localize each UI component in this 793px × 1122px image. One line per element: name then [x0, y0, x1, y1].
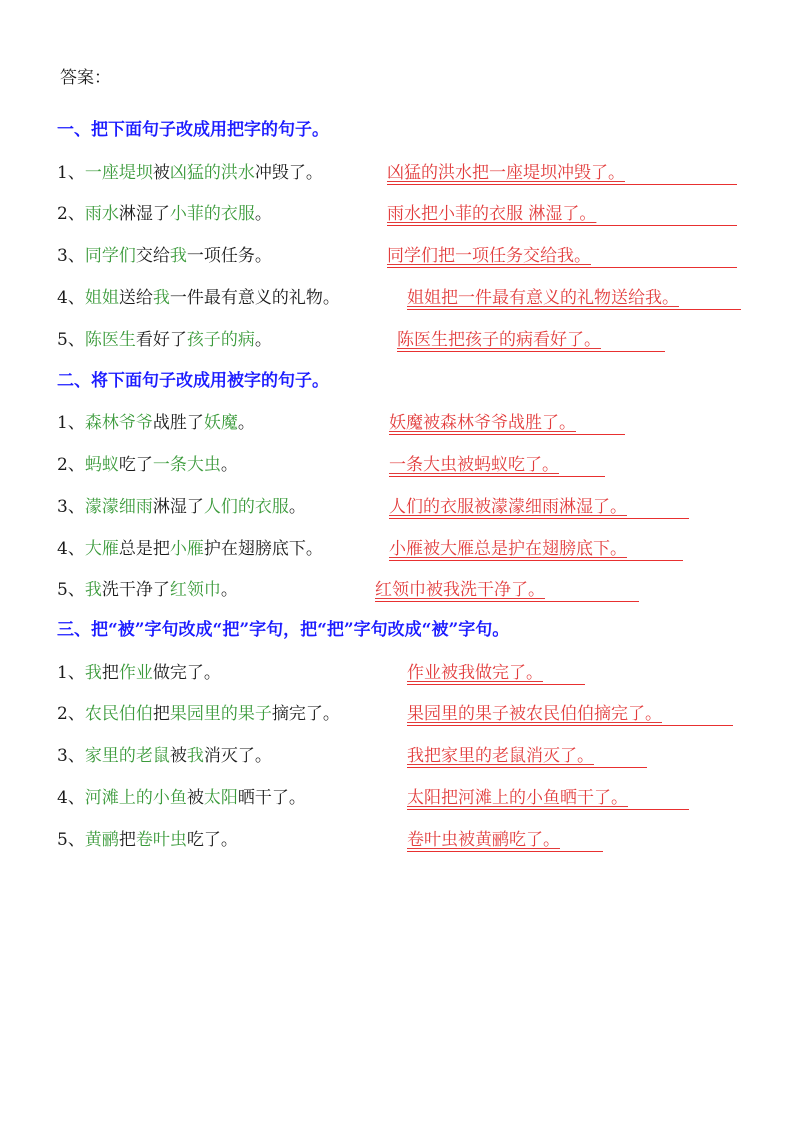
question-number: 2、 — [57, 204, 85, 224]
answer-text: 陈医生把孩子的病看好了。 — [397, 330, 601, 350]
highlighted-phrase: 红领巾 — [169, 580, 221, 600]
plain-phrase: 。 — [254, 204, 272, 224]
question-sentence — [57, 327, 272, 353]
exercise-row — [57, 785, 747, 811]
answer-blank — [389, 494, 689, 519]
exercise-row — [57, 285, 747, 311]
plain-phrase: 淋湿了 — [152, 497, 204, 517]
question-sentence — [57, 452, 238, 478]
answer-text: 雨水把小菲的衣服 淋湿了。 — [387, 204, 597, 224]
plain-phrase: 淋湿了 — [118, 204, 170, 224]
highlighted-phrase: 家里的老鼠 — [84, 746, 170, 766]
question-number: 4、 — [57, 288, 85, 308]
section-heading: 二、将下面句子改成用被字的句子。 — [57, 371, 329, 391]
question-number: 3、 — [57, 497, 85, 517]
question-sentence — [57, 494, 306, 520]
highlighted-phrase: 孩子的病 — [186, 330, 255, 350]
plain-phrase: 。 — [237, 413, 255, 433]
question-number: 5、 — [57, 580, 85, 600]
plain-phrase: 把 — [152, 704, 170, 724]
answer-blank — [407, 701, 733, 726]
question-sentence — [57, 243, 272, 269]
plain-phrase: 消灭了。 — [203, 746, 272, 766]
question-sentence — [57, 410, 255, 436]
plain-phrase: 被 — [169, 746, 187, 766]
plain-phrase: 一项任务。 — [186, 246, 272, 266]
question-number: 3、 — [57, 746, 85, 766]
plain-phrase: 晒干了。 — [237, 788, 306, 808]
answer-text: 太阳把河滩上的小鱼晒干了。 — [407, 788, 628, 808]
question-sentence — [57, 660, 221, 686]
exercise-row — [57, 243, 747, 269]
plain-phrase: 把 — [101, 663, 119, 683]
answer-blank — [389, 410, 625, 435]
answer-text: 小雁被大雁总是护在翅膀底下。 — [389, 539, 627, 559]
highlighted-phrase: 同学们 — [84, 246, 136, 266]
answer-text: 果园里的果子被农民伯伯摘完了。 — [407, 704, 662, 724]
exercise-row — [57, 743, 747, 769]
highlighted-phrase: 我 — [169, 246, 187, 266]
question-number: 1、 — [57, 413, 85, 433]
highlighted-phrase: 陈医生 — [84, 330, 136, 350]
highlighted-phrase: 妖魔 — [203, 413, 238, 433]
answer-blank — [375, 577, 639, 602]
exercise-row — [57, 577, 747, 603]
plain-phrase: 。 — [254, 330, 272, 350]
question-sentence — [57, 743, 272, 769]
exercise-row — [57, 327, 747, 353]
answer-text: 凶猛的洪水把一座堤坝冲毁了。 — [387, 163, 625, 183]
highlighted-phrase: 大雁 — [84, 539, 119, 559]
highlighted-phrase: 我 — [152, 288, 170, 308]
answer-text: 同学们把一项任务交给我。 — [387, 246, 591, 266]
answer-blank — [387, 243, 737, 268]
question-sentence — [57, 536, 323, 562]
plain-phrase: 冲毁了。 — [254, 163, 323, 183]
answer-blank — [387, 201, 737, 226]
highlighted-phrase: 黄鹂 — [84, 830, 119, 850]
plain-phrase: 。 — [220, 580, 238, 600]
section-heading: 一、把下面句子改成用把字的句子。 — [57, 120, 329, 140]
question-sentence — [57, 160, 323, 186]
plain-phrase: 交给 — [135, 246, 170, 266]
highlighted-phrase: 小雁 — [169, 539, 204, 559]
answer-text: 姐姐把一件最有意义的礼物送给我。 — [407, 288, 679, 308]
answer-text: 作业被我做完了。 — [407, 663, 543, 683]
plain-phrase: 洗干净了 — [101, 580, 170, 600]
answer-text: 妖魔被森林爷爷战胜了。 — [389, 413, 576, 433]
answer-blank — [397, 327, 665, 352]
plain-phrase: 吃了。 — [186, 830, 238, 850]
answer-blank — [407, 660, 585, 685]
highlighted-phrase: 一条大虫 — [152, 455, 221, 475]
question-number: 5、 — [57, 330, 85, 350]
plain-phrase: 看好了 — [135, 330, 187, 350]
highlighted-phrase: 人们的衣服 — [203, 497, 289, 517]
answer-text: 红领巾被我洗干净了。 — [375, 580, 545, 600]
plain-phrase: 被 — [152, 163, 170, 183]
highlighted-phrase: 凶猛的洪水 — [169, 163, 255, 183]
highlighted-phrase: 雨水 — [84, 204, 119, 224]
answer-blank — [407, 827, 603, 852]
highlighted-phrase: 小菲的衣服 — [169, 204, 255, 224]
highlighted-phrase: 一座堤坝 — [84, 163, 153, 183]
plain-phrase: 护在翅膀底下。 — [203, 539, 323, 559]
question-sentence — [57, 577, 238, 603]
highlighted-phrase: 我 — [186, 746, 204, 766]
plain-phrase: 。 — [220, 455, 238, 475]
highlighted-phrase: 农民伯伯 — [84, 704, 153, 724]
question-number: 4、 — [57, 788, 85, 808]
exercise-row — [57, 660, 747, 686]
answer-blank — [387, 160, 737, 185]
highlighted-phrase: 作业 — [118, 663, 153, 683]
question-number: 2、 — [57, 704, 85, 724]
plain-phrase: 一件最有意义的礼物。 — [169, 288, 340, 308]
plain-phrase: 战胜了 — [152, 413, 204, 433]
exercise-row — [57, 160, 747, 186]
answer-blank — [407, 285, 741, 310]
answer-text: 卷叶虫被黄鹂吃了。 — [407, 830, 560, 850]
page-title: 答案： — [60, 68, 111, 88]
question-sentence — [57, 827, 238, 853]
highlighted-phrase: 我 — [84, 663, 102, 683]
exercise-row — [57, 410, 747, 436]
exercise-row — [57, 827, 747, 853]
highlighted-phrase: 河滩上的小鱼 — [84, 788, 187, 808]
exercise-row — [57, 536, 747, 562]
highlighted-phrase: 果园里的果子 — [169, 704, 272, 724]
answer-text: 我把家里的老鼠消灭了。 — [407, 746, 594, 766]
answer-text: 人们的衣服被濛濛细雨淋湿了。 — [389, 497, 627, 517]
section-heading: 三、把“被”字句改成“把”字句，把“把”字句改成“被”字句。 — [57, 620, 510, 640]
question-sentence — [57, 701, 340, 727]
exercise-row — [57, 494, 747, 520]
question-sentence — [57, 201, 272, 227]
highlighted-phrase: 太阳 — [203, 788, 238, 808]
answer-blank — [407, 743, 647, 768]
question-number: 5、 — [57, 830, 85, 850]
question-sentence — [57, 785, 306, 811]
question-number: 3、 — [57, 246, 85, 266]
highlighted-phrase: 卷叶虫 — [135, 830, 187, 850]
answer-blank — [389, 536, 683, 561]
exercise-row — [57, 452, 747, 478]
answer-blank — [407, 785, 689, 810]
question-number: 1、 — [57, 663, 85, 683]
plain-phrase: 总是把 — [118, 539, 170, 559]
question-number: 4、 — [57, 539, 85, 559]
answer-text: 一条大虫被蚂蚁吃了。 — [389, 455, 559, 475]
highlighted-phrase: 濛濛细雨 — [84, 497, 153, 517]
plain-phrase: 摘完了。 — [271, 704, 340, 724]
plain-phrase: 把 — [118, 830, 136, 850]
highlighted-phrase: 我 — [84, 580, 102, 600]
plain-phrase: 被 — [186, 788, 204, 808]
exercise-row — [57, 201, 747, 227]
question-sentence — [57, 285, 340, 311]
plain-phrase: 送给 — [118, 288, 153, 308]
plain-phrase: 做完了。 — [152, 663, 221, 683]
answer-blank — [389, 452, 605, 477]
question-number: 1、 — [57, 163, 85, 183]
plain-phrase: 吃了 — [118, 455, 153, 475]
plain-phrase: 。 — [288, 497, 306, 517]
highlighted-phrase: 姐姐 — [84, 288, 119, 308]
highlighted-phrase: 森林爷爷 — [84, 413, 153, 433]
highlighted-phrase: 蚂蚁 — [84, 455, 119, 475]
exercise-row — [57, 701, 747, 727]
question-number: 2、 — [57, 455, 85, 475]
